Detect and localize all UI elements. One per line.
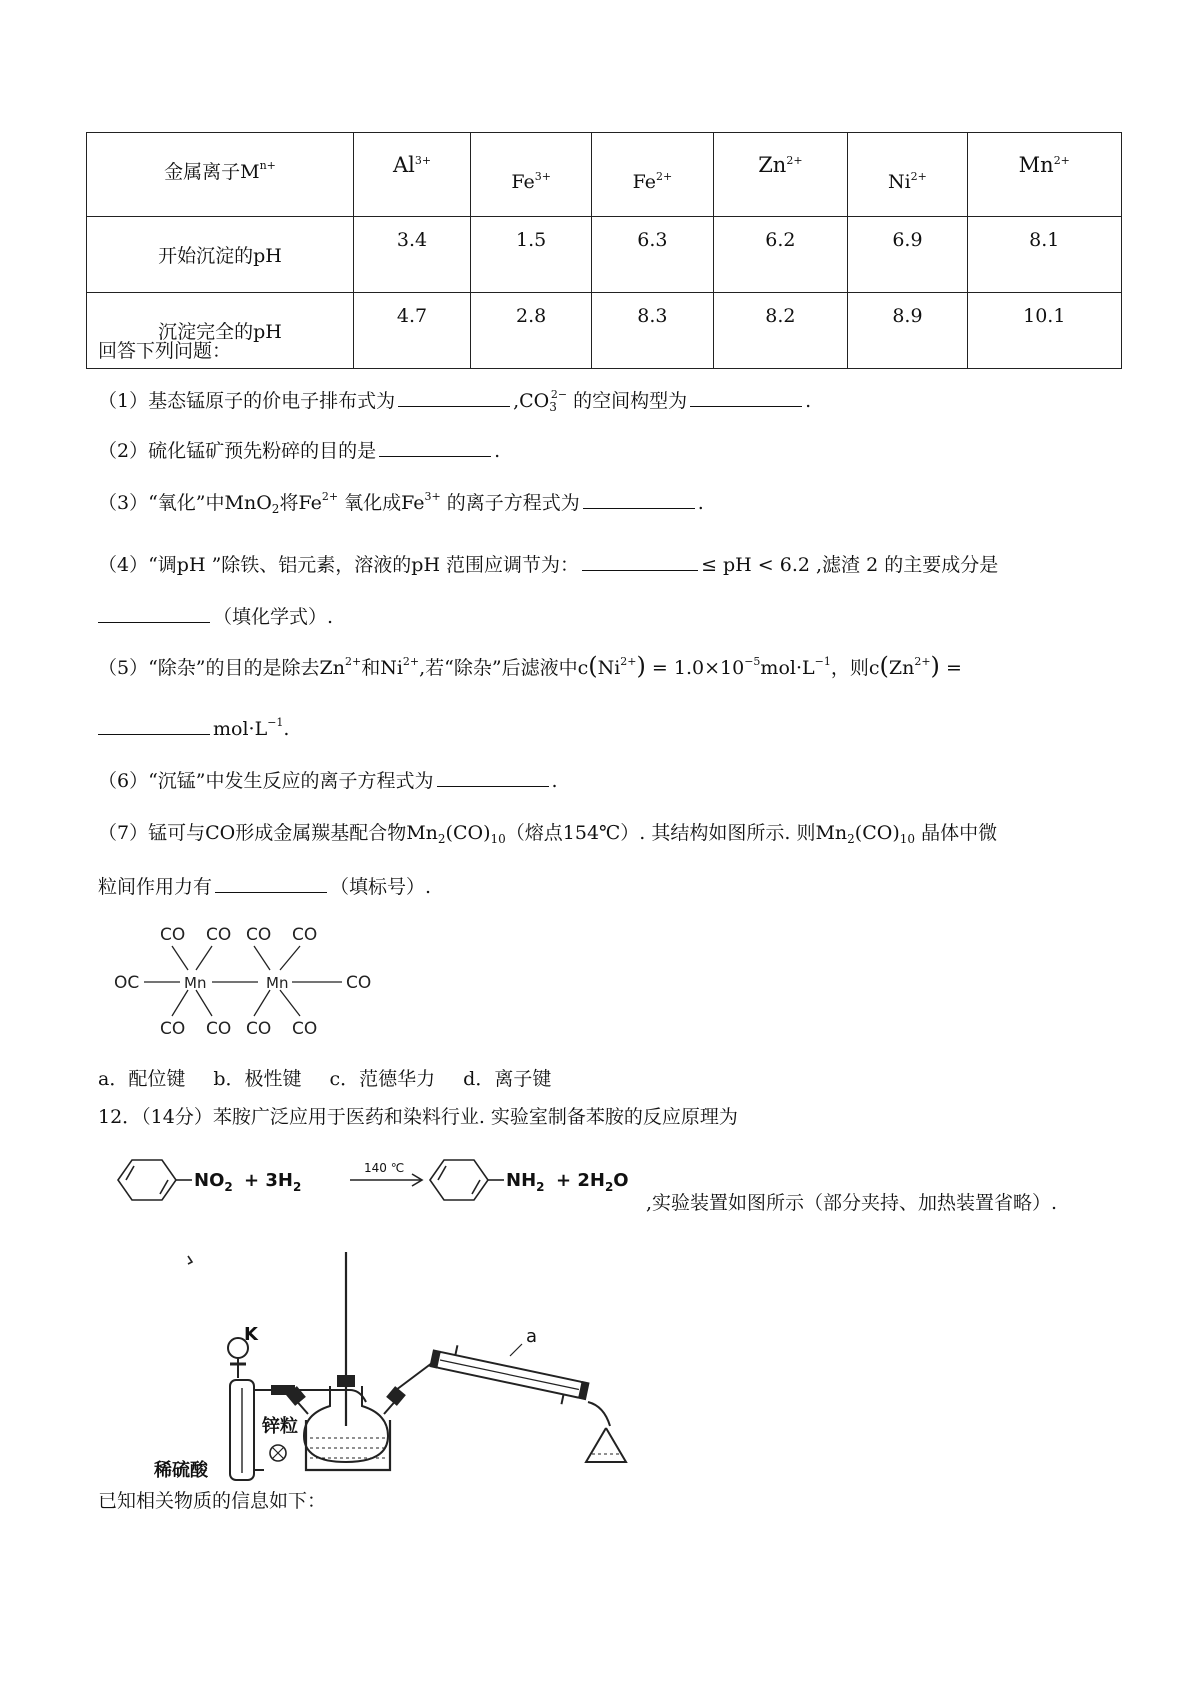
start-ph-cell: 6.2 xyxy=(713,217,848,293)
co-label: CO xyxy=(160,925,186,945)
start-ph-cell: 8.1 xyxy=(967,217,1121,293)
ion-charge: 2+ xyxy=(655,170,673,183)
q7-sub: 2 xyxy=(847,832,855,846)
answer-blank[interactable] xyxy=(98,716,210,735)
options-row xyxy=(98,1064,551,1091)
oc-label: OC xyxy=(114,973,140,993)
complete-ph-cell: 8.2 xyxy=(713,293,848,369)
question-7-line2 xyxy=(98,872,431,899)
answer-blank[interactable] xyxy=(437,768,549,787)
q5-text: = xyxy=(939,657,962,679)
start-ph-cell: 6.3 xyxy=(592,217,713,293)
q5-text: Zn xyxy=(888,657,915,679)
ion-charge: 2+ xyxy=(1053,154,1070,167)
q5-sup: 2+ xyxy=(914,655,931,668)
question-4 xyxy=(98,550,998,577)
reaction-tail-text: ,实验装置如图所示（部分夹持、加热装置省略）. xyxy=(646,1192,1058,1214)
structure-bonds xyxy=(144,946,342,1016)
known-info-text: 已知相关物质的信息如下： xyxy=(98,1490,327,1512)
ion-base: Al xyxy=(392,153,415,177)
label-k: K xyxy=(244,1324,258,1345)
co-label: CO xyxy=(346,973,372,993)
option-b[interactable]: b．极性键 xyxy=(213,1068,302,1090)
q1-text: ,CO xyxy=(513,390,550,412)
start-ph-cell: 1.5 xyxy=(471,217,592,293)
q5-sup: 2+ xyxy=(344,655,362,668)
ion-charge: 3+ xyxy=(534,170,551,183)
header-label-text: 金属离子M xyxy=(164,160,260,183)
q1-end: . xyxy=(805,390,812,412)
q3-sup: 3+ xyxy=(424,490,441,503)
answer-blank[interactable] xyxy=(379,438,491,457)
question-3 xyxy=(98,488,704,516)
q5-end: . xyxy=(283,718,290,740)
complete-ph-row xyxy=(87,293,1122,369)
question-2 xyxy=(98,436,500,463)
answer-blank[interactable] xyxy=(690,388,802,407)
h2-reagent: + $3H_2$ xyxy=(244,1170,302,1194)
answer-blank[interactable] xyxy=(215,874,327,893)
header-label-cell xyxy=(87,133,354,217)
question-4-line2 xyxy=(98,602,333,629)
co-label: CO xyxy=(206,925,232,945)
ion-base: Fe xyxy=(511,171,535,193)
q5-text: = 1.0×10 xyxy=(645,657,745,679)
ion-charge: 3+ xyxy=(414,154,432,167)
q3-sup: 2+ xyxy=(321,490,339,503)
q4-text: ≤ pH < 6.2 ,滤渣 2 的主要成分是 xyxy=(701,554,999,576)
table-header-row xyxy=(87,133,1122,217)
q5-sup: −1 xyxy=(267,716,284,729)
q7-end: （填标号）. xyxy=(330,876,432,898)
q5-sup: 2+ xyxy=(620,655,637,668)
water-product: + $2H_2O$ xyxy=(556,1170,629,1194)
q7-sub: 10 xyxy=(490,832,506,846)
q1-text: （1）基态锰原子的价电子排布式为 xyxy=(98,390,396,412)
co-label: CO xyxy=(206,1019,232,1039)
q3-text: 的离子方程式为 xyxy=(440,492,580,514)
aniline-reaction-equation xyxy=(104,1148,644,1212)
co-label: CO xyxy=(160,1019,186,1039)
q3-text: 将Fe xyxy=(279,492,322,514)
q5-text: mol·L xyxy=(760,657,815,679)
mn-label: Mn xyxy=(184,974,207,992)
q7-sub: 10 xyxy=(899,832,916,846)
condenser-label-pointer xyxy=(510,1344,522,1356)
paren-close: ) xyxy=(930,652,940,680)
complete-ph-cell: 4.7 xyxy=(354,293,471,369)
intro-text: 回答下列问题： xyxy=(98,340,232,362)
co-label: CO xyxy=(292,1019,318,1039)
answer-blank[interactable] xyxy=(582,552,698,571)
q4-text: （填化学式）. xyxy=(213,606,334,628)
question-7 xyxy=(98,818,997,846)
q7-text: （7）锰可与CO形成金属羰基配合物Mn xyxy=(98,822,438,844)
q7-text: （熔点154℃）. 其结构如图所示. 则Mn xyxy=(505,822,848,844)
row-label: 沉淀完全的pH xyxy=(87,293,354,369)
q3-text: 氧化成Fe xyxy=(338,492,425,514)
stray-mark xyxy=(188,1256,192,1264)
ion-header xyxy=(967,133,1121,217)
q5-text: 和Ni xyxy=(361,657,403,679)
complete-ph-cell: 8.9 xyxy=(848,293,967,369)
q5-text: ,若“除杂”后滤液中c xyxy=(419,657,589,679)
q7-text: (CO) xyxy=(445,822,491,844)
q6-end: . xyxy=(551,770,558,792)
condenser-a xyxy=(428,1341,590,1409)
q5-text: Ni xyxy=(597,657,621,679)
complete-ph-cell: 8.3 xyxy=(592,293,713,369)
q5-text: （5）“除杂”的目的是除去Zn xyxy=(98,657,345,679)
q1-sub: 3 xyxy=(549,400,557,414)
reaction-condition: 140 ℃ xyxy=(364,1161,405,1175)
ion-header xyxy=(713,133,848,217)
mn-label: Mn xyxy=(266,974,289,992)
complete-ph-cell: 10.1 xyxy=(967,293,1121,369)
ion-header xyxy=(471,133,592,217)
option-c[interactable]: c．范德华力 xyxy=(329,1068,436,1090)
ion-base: Zn xyxy=(758,153,787,177)
q4-text: （4）“调pH ”除铁、铝元素，溶液的pH 范围应调节为： xyxy=(98,554,580,576)
ion-base: Mn xyxy=(1018,153,1054,177)
q3-sub: 2 xyxy=(271,502,280,516)
ion-charge: 2+ xyxy=(786,154,803,167)
start-ph-row xyxy=(87,217,1122,293)
q2-text: （2）硫化锰矿预先粉碎的目的是 xyxy=(98,440,377,462)
nitro-group: $NO_2$ xyxy=(194,1170,233,1194)
precipitation-ph-table xyxy=(86,132,1122,369)
row-label: 开始沉淀的pH xyxy=(87,217,354,293)
paren-open: ( xyxy=(879,652,889,680)
q2-end: . xyxy=(494,440,501,462)
co-label: CO xyxy=(292,925,318,945)
answer-blank[interactable] xyxy=(98,604,210,623)
question-5-line2 xyxy=(98,716,289,740)
header-label-sup: n+ xyxy=(259,158,276,172)
ion-header xyxy=(592,133,713,217)
paren-open: ( xyxy=(588,652,598,680)
q7-text: 晶体中微 xyxy=(915,822,998,844)
ion-header xyxy=(354,133,471,217)
q3-text: （3）“氧化”中MnO xyxy=(98,492,272,514)
amino-group: $NH_2$ xyxy=(506,1170,545,1194)
ion-charge: 2+ xyxy=(910,170,927,183)
co-label: CO xyxy=(246,1019,272,1039)
q7-text: 粒间作用力有 xyxy=(98,876,213,898)
start-ph-cell: 6.9 xyxy=(848,217,967,293)
label-a: a xyxy=(526,1326,538,1347)
q5-sup: −5 xyxy=(744,655,761,668)
complete-ph-cell: 2.8 xyxy=(471,293,592,369)
answer-blank[interactable] xyxy=(398,388,510,407)
co-label: CO xyxy=(246,925,272,945)
q3-end: . xyxy=(697,492,704,514)
ion-base: Ni xyxy=(887,171,911,193)
ion-base: Fe xyxy=(632,171,656,193)
q5-text: mol·L xyxy=(213,718,268,740)
q7-text: (CO) xyxy=(854,822,900,844)
q5-text: ，则c xyxy=(830,657,880,679)
q6-text: （6）“沉锰”中发生反应的离子方程式为 xyxy=(98,770,434,792)
aniline-apparatus-diagram xyxy=(150,1248,710,1488)
answer-blank[interactable] xyxy=(583,490,695,509)
paren-close: ) xyxy=(636,652,646,680)
question-5 xyxy=(98,652,962,680)
q5-sup: −1 xyxy=(814,655,831,668)
receiving-flask xyxy=(586,1428,626,1462)
option-d[interactable]: d．离子键 xyxy=(463,1068,552,1090)
start-ph-cell: 3.4 xyxy=(354,217,471,293)
question-1 xyxy=(98,386,811,414)
problem-12-title: 12．（14分）苯胺广泛应用于医药和染料行业. 实验室制备苯胺的反应原理为 xyxy=(98,1106,738,1128)
mn2co10-structure xyxy=(108,918,388,1048)
option-a[interactable]: a．配位键 xyxy=(98,1068,186,1090)
q1-sup: 2− xyxy=(550,388,568,401)
q1-text: 的空间构型为 xyxy=(567,390,688,412)
label-dilute-acid: 稀硫酸 xyxy=(154,1460,208,1481)
q5-sup: 2+ xyxy=(402,655,420,668)
q7-sub: 2 xyxy=(437,832,446,846)
label-zinc: 锌粒 xyxy=(262,1416,298,1437)
ion-header xyxy=(848,133,967,217)
question-6 xyxy=(98,766,558,793)
